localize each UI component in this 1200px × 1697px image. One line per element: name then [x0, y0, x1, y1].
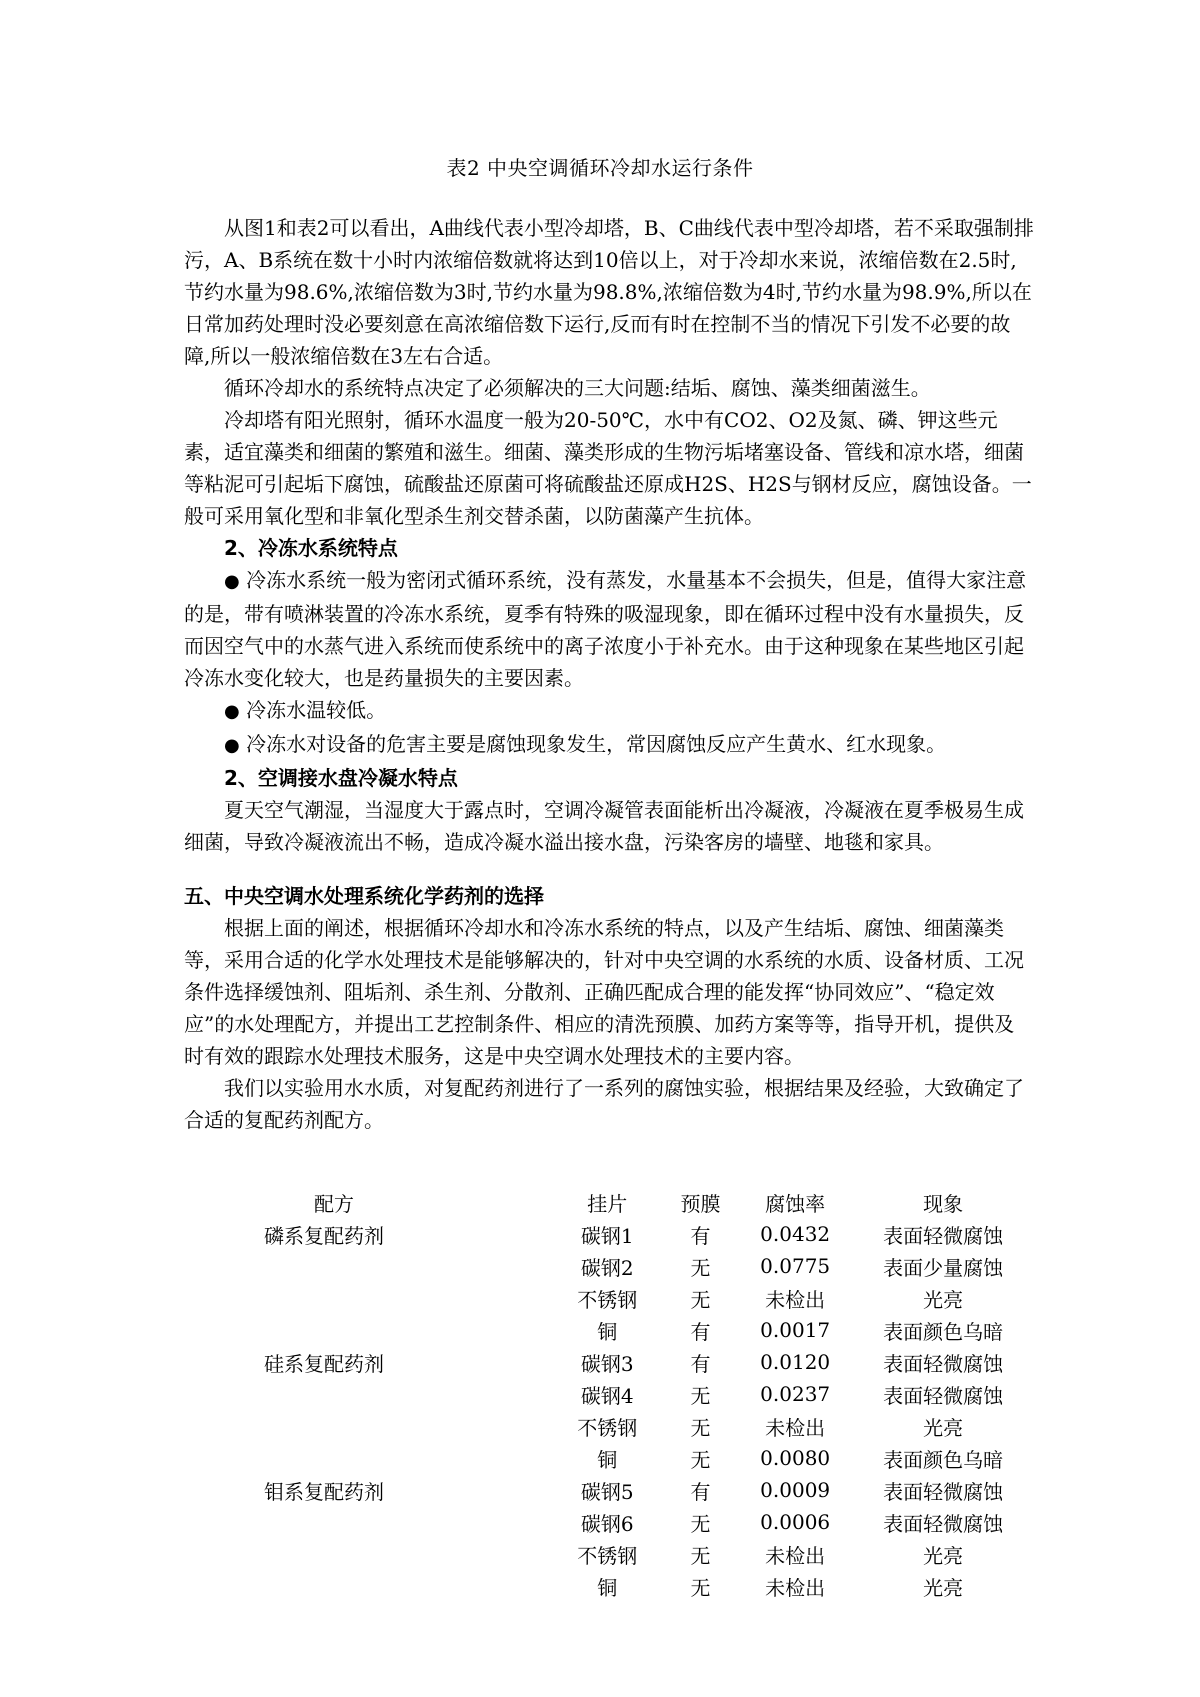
paragraph-cooling-tower: 冷却塔有阳光照射，循环水温度一般为20-50℃，水中有CO2、O2及氮、磷、钾这些元素，适宜藻类和细菌的繁殖和滋生。细菌、藻类形成的生物污垢堵塞设备、管线和凉水塔，细菌等粘泥可引起垢下腐蚀，硫酸盐还原菌可将硫酸盐还原成H2S、H2S与钢材反应，腐蚀设备。一般可采用氧化型和非氧化型杀生剂交替杀菌，以防菌藻产生抗体。 — [184, 408, 1032, 528]
cell-coupon: 铜 — [597, 1447, 618, 1472]
bullet-item: ● 冷冻水系统一般为密闭式循环系统，没有蒸发，水量基本不会损失，但是，值得大家注意的是，带有喷淋装置的冷冻水系统，夏季有特殊的吸湿现象，即在循环过程中没有水量损失，反而因空气中的水蒸气进入系统而使系统中的离子浓度小于补充水。由于这种现象在某些地区引起冷冻水变化较大，也是药量损失的主要因素。 — [184, 568, 1027, 690]
table-row — [184, 1410, 1034, 1442]
cell-formula — [184, 1410, 552, 1442]
cell-corrosion-rate: 0.0009 — [760, 1478, 831, 1502]
cell-corrosion-rate: 0.0775 — [760, 1254, 831, 1278]
cell-formula — [184, 1506, 552, 1538]
cell-phenomenon: 表面颜色乌暗 — [883, 1447, 1004, 1472]
bullet-item: ● 冷冻水温较低。 — [224, 698, 387, 722]
cell-corrosion-rate: 0.0432 — [760, 1222, 831, 1246]
cell-phenomenon: 表面轻微腐蚀 — [883, 1479, 1004, 1504]
cell-phenomenon: 表面轻微腐蚀 — [883, 1351, 1004, 1376]
cell-coupon: 不锈钢 — [577, 1415, 638, 1440]
cell-formula — [184, 1282, 552, 1314]
cell-phenomenon: 表面轻微腐蚀 — [883, 1223, 1004, 1248]
bullet-icon: ● — [224, 701, 240, 722]
table-header-row — [184, 1186, 1034, 1218]
cell-formula — [184, 1314, 552, 1346]
cell-prefilm: 无 — [690, 1447, 711, 1472]
cell-formula: 钼系复配药剂 — [264, 1479, 384, 1504]
table-body — [184, 1218, 1034, 1602]
cell-corrosion-rate: 0.0120 — [760, 1350, 831, 1374]
cell-corrosion-rate: 未检出 — [765, 1543, 826, 1568]
cell-corrosion-rate: 0.0080 — [760, 1446, 831, 1470]
paragraph-three-problems: 循环冷却水的系统特点决定了必须解决的三大问题:结垢、腐蚀、藻类细菌滋生。 — [224, 376, 931, 400]
cell-prefilm: 无 — [690, 1255, 711, 1280]
cell-phenomenon: 表面轻微腐蚀 — [883, 1511, 1004, 1536]
table-row — [184, 1218, 1034, 1250]
cell-corrosion-rate: 未检出 — [765, 1575, 826, 1600]
cell-prefilm: 无 — [690, 1415, 711, 1440]
header-phenomenon: 现象 — [923, 1191, 964, 1216]
cell-formula — [184, 1570, 552, 1602]
cell-coupon: 碳钢2 — [580, 1255, 634, 1280]
cell-formula — [184, 1538, 552, 1570]
bullet-icon: ● — [224, 735, 240, 756]
cell-formula: 磷系复配药剂 — [264, 1223, 384, 1248]
cell-coupon: 不锈钢 — [577, 1543, 638, 1568]
cell-prefilm: 无 — [690, 1511, 711, 1536]
cell-coupon: 碳钢5 — [580, 1479, 634, 1504]
cell-corrosion-rate: 0.0006 — [760, 1510, 831, 1534]
paragraph-chemical-selection: 根据上面的阐述，根据循环冷却水和冷冻水系统的特点，以及产生结垢、腐蚀、细菌藻类等，采用合适的化学水处理技术是能够解决的，针对中央空调的水系统的水质、设备材质、工况条件选择缓蚀剂、阻垢剂、杀生剂、分散剂、正确匹配成合理的能发挥“协同效应”、“稳定效应”的水处理配方，并提出工艺控制条件、相应的清洗预膜、加药方案等等，指导开机，提供及时有效的跟踪水处理技术服务，这是中央空调水处理技术的主要内容。 — [184, 916, 1024, 1068]
cell-coupon: 铜 — [597, 1319, 618, 1344]
cell-prefilm: 有 — [690, 1319, 711, 1344]
cell-coupon: 铜 — [597, 1575, 618, 1600]
heading-condensate: 2、空调接水盘冷凝水特点 — [224, 766, 458, 790]
cell-prefilm: 有 — [690, 1223, 711, 1248]
cell-coupon: 碳钢3 — [580, 1351, 634, 1376]
cell-formula — [184, 1378, 552, 1410]
cell-corrosion-rate: 未检出 — [765, 1415, 826, 1440]
cell-coupon: 碳钢1 — [580, 1223, 634, 1248]
cell-phenomenon: 光亮 — [923, 1543, 964, 1568]
cell-phenomenon: 表面颜色乌暗 — [883, 1319, 1004, 1344]
cell-formula — [184, 1442, 552, 1474]
header-formula: 配方 — [314, 1191, 354, 1216]
heading-section-5: 五、中央空调水处理系统化学药剂的选择 — [184, 884, 544, 908]
table-row — [184, 1442, 1034, 1474]
header-coupon: 挂片 — [587, 1191, 628, 1216]
table-caption: 表2 中央空调循环冷却水运行条件 — [446, 156, 754, 180]
cell-phenomenon: 光亮 — [923, 1415, 964, 1440]
table-row — [184, 1474, 1034, 1506]
cell-coupon: 不锈钢 — [577, 1287, 638, 1312]
header-corrosion-rate: 腐蚀率 — [765, 1191, 826, 1216]
cell-phenomenon: 表面轻微腐蚀 — [883, 1383, 1004, 1408]
paragraph-experiment: 我们以实验用水水质，对复配药剂进行了一系列的腐蚀实验，根据结果及经验，大致确定了合适的复配药剂配方。 — [184, 1076, 1024, 1132]
cell-prefilm: 无 — [690, 1543, 711, 1568]
cell-phenomenon: 表面少量腐蚀 — [883, 1255, 1004, 1280]
table-row — [184, 1378, 1034, 1410]
table-row — [184, 1250, 1034, 1282]
cell-corrosion-rate: 未检出 — [765, 1287, 826, 1312]
cell-corrosion-rate: 0.0017 — [760, 1318, 831, 1342]
cell-phenomenon: 光亮 — [923, 1287, 964, 1312]
cell-coupon: 碳钢4 — [580, 1383, 634, 1408]
cell-formula — [184, 1250, 552, 1282]
heading-chilled-water: 2、冷冻水系统特点 — [224, 536, 398, 560]
paragraph-condensate: 夏天空气潮湿，当湿度大于露点时，空调冷凝管表面能析出冷凝液，冷凝液在夏季极易生成细菌，导致冷凝液流出不畅，造成冷凝水溢出接水盘，污染客房的墙壁、地毯和家具。 — [184, 798, 1024, 854]
bullet-item: ● 冷冻水对设备的危害主要是腐蚀现象发生，常因腐蚀反应产生黄水、红水现象。 — [224, 732, 947, 756]
cell-phenomenon: 光亮 — [923, 1575, 964, 1600]
cell-corrosion-rate: 0.0237 — [760, 1382, 831, 1406]
table-row — [184, 1538, 1034, 1570]
bullet-icon: ● — [224, 571, 240, 592]
cell-coupon: 碳钢6 — [580, 1511, 634, 1536]
formula-corrosion-table — [184, 1186, 1034, 1602]
table-row — [184, 1314, 1034, 1346]
cell-prefilm: 无 — [690, 1575, 711, 1600]
cell-formula: 硅系复配药剂 — [264, 1351, 384, 1376]
table-row — [184, 1570, 1034, 1602]
document-body — [184, 212, 1034, 1136]
table-row — [184, 1506, 1034, 1538]
cell-prefilm: 无 — [690, 1287, 711, 1312]
cell-prefilm: 有 — [690, 1351, 711, 1376]
paragraph-concentration: 从图1和表2可以看出，A曲线代表小型冷却塔，B、C曲线代表中型冷却塔，若不采取强制排污，A、B系统在数十小时内浓缩倍数就将达到10倍以上，对于冷却水来说，浓缩倍数在2.5时,节约水量为98.6%,浓缩倍数为3时,节约水量为98.8%,浓缩倍数为4时,节约水量为98.9%,所以在日常加药处理时没必要刻意在高浓缩倍数下运行,反而有时在控制不当的情况下引发不必要的故障,所以一般浓缩倍数在3左右合适。 — [184, 216, 1034, 368]
table-row — [184, 1346, 1034, 1378]
cell-prefilm: 有 — [690, 1479, 711, 1504]
table-row — [184, 1282, 1034, 1314]
header-prefilm: 预膜 — [680, 1191, 721, 1216]
cell-prefilm: 无 — [690, 1383, 711, 1408]
